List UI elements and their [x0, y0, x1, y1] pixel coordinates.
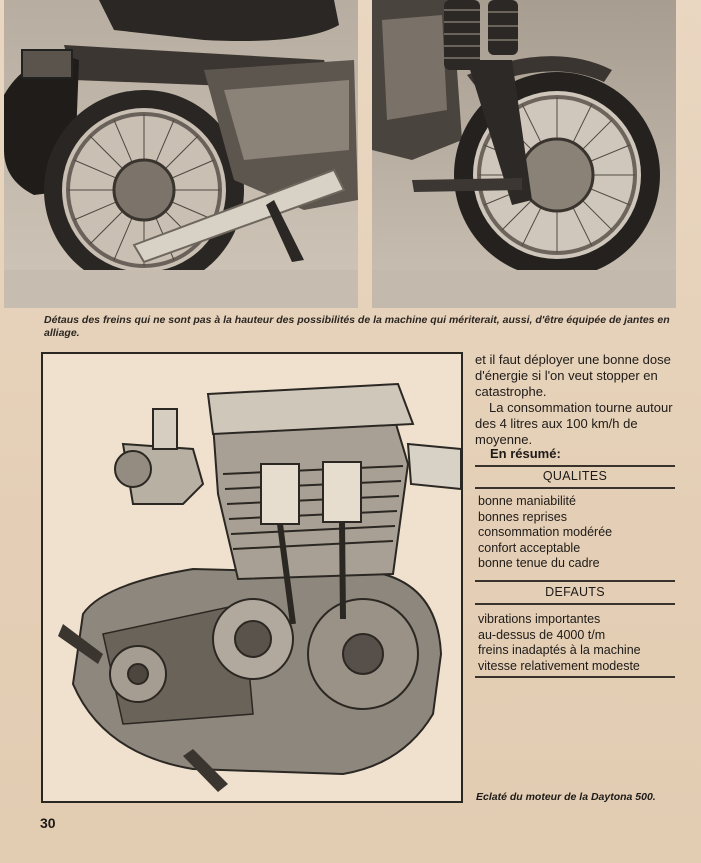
photo-caption: Détaus des freins qui ne sont pas à la hauteur des possibilités de la machine qui mériterait, aussi, d'être équipée de jantes en alliage.: [44, 314, 670, 339]
defauts-end-rule: [475, 676, 675, 678]
front-wheel-photo: [372, 0, 676, 308]
figure-caption: Eclaté du moteur de la Daytona 500.: [476, 791, 656, 803]
list-item: au-dessus de 4000 t/m: [478, 627, 606, 642]
body-paragraph-1: et il faut déployer une bonne dose d'énergie si l'on veut stopper en catastrophe.: [475, 352, 671, 399]
qualites-list: [478, 494, 678, 572]
page-number: 30: [40, 815, 56, 831]
body-paragraph-2: La consommation tourne autour des 4 litres aux 100 km/h de moyenne.: [475, 400, 673, 447]
qualites-bottom-rule: [475, 487, 675, 489]
defauts-heading: DEFAUTS: [545, 585, 605, 599]
rear-wheel-illustration: [4, 0, 358, 308]
engine-cutaway-drawing: [43, 354, 461, 801]
list-item: confort acceptable: [478, 540, 581, 555]
summary-label: En résumé:: [490, 446, 561, 461]
list-item: freins inadaptés à la machine: [478, 643, 641, 657]
front-wheel-illustration: [372, 0, 676, 308]
list-item: vitesse relativement modeste: [478, 658, 640, 673]
list-item: bonne maniabilité: [478, 494, 576, 508]
defauts-list: [478, 612, 678, 674]
qualites-top-rule: [475, 465, 675, 467]
list-item: consommation modérée: [478, 525, 613, 539]
engine-cutaway-figure: [41, 352, 463, 803]
defauts-bottom-rule: [475, 603, 675, 605]
list-item: vibrations importantes: [478, 612, 601, 626]
rear-wheel-photo: [4, 0, 358, 308]
qualites-heading: QUALITES: [542, 469, 608, 483]
defauts-top-rule: [475, 580, 675, 582]
list-item: bonnes reprises: [478, 509, 567, 524]
list-item: bonne tenue du cadre: [478, 556, 600, 570]
body-text: [475, 352, 685, 448]
